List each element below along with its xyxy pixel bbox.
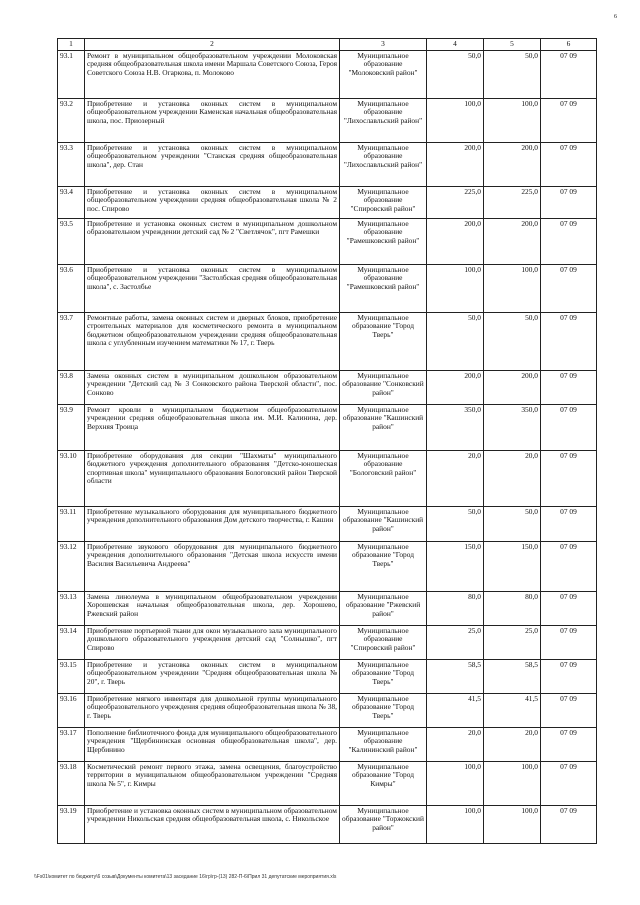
table-row [58,186,597,218]
row-organization: Муниципальное образование "Кашинский район" [340,404,427,450]
row-number: 93.12 [58,541,85,591]
row-organization: Муниципальное образование "Кашинский район" [340,506,427,541]
row-amount-col4: 200,0 [427,370,484,404]
row-amount-col4: 200,0 [427,142,484,186]
row-number: 93.13 [58,591,85,625]
row-amount-col5: 225,0 [484,186,541,218]
row-description: Приобретение оборудования для секции "Шахматы" муниципального бюджетного учреждения дополнительного образования "Детско-юношеская спортивная школа" муниципального образования Бологовский район Тверской области [85,450,340,506]
row-amount-col5: 200,0 [484,142,541,186]
row-budget-code: 07 09 [541,591,597,625]
row-organization: Муниципальное образование "Сонковский район" [340,370,427,404]
table-row [58,50,597,98]
row-amount-col5: 350,0 [484,404,541,450]
allocations-table [57,38,597,844]
col-header: 5 [484,39,541,51]
row-amount-col4: 100,0 [427,98,484,142]
table-row [58,506,597,541]
table-row [58,727,597,761]
table-row [58,591,597,625]
row-budget-code: 07 09 [541,450,597,506]
row-description: Ремонт в муниципальном общеобразовательном учреждении Молоковская средняя общеобразовательная школа имени Маршала Советского Союза, Героя Советского Союза Н.В. Огаркова, п. Молоково [85,50,340,98]
row-amount-col5: 100,0 [484,264,541,312]
row-description: Ремонтные работы, замена оконных систем и дверных блоков, приобретение строительных материалов для косметического ремонта в муниципальном бюджетном общеобразовательном учреждении средняя общеобразовательная школа с углубленным изучением математики № 17, г. Тверь [85,312,340,370]
row-amount-col5: 80,0 [484,591,541,625]
table-row [58,218,597,264]
table-row [58,98,597,142]
row-budget-code: 07 09 [541,693,597,727]
row-amount-col5: 100,0 [484,761,541,805]
row-description: Пополнение библиотечного фонда для муниципального общеобразовательного учреждения "Щербининская основная общеобразовательная школа", дер. Щербинино [85,727,340,761]
row-number: 93.10 [58,450,85,506]
row-organization: Муниципальное образование "Город Тверь" [340,312,427,370]
page-number: 6 [614,14,617,20]
col-header: 1 [58,39,85,51]
file-path-footer: \\Fs01\комитет по бюджету\6 созыв\Документы комитета\13 заседание 16\гр\гр-(13) 282-П-6\Прил 31 депутатские мероприятия.xls [34,874,337,880]
row-organization: Муниципальное образование "Рамешковский район" [340,218,427,264]
row-amount-col4: 50,0 [427,50,484,98]
row-number: 93.17 [58,727,85,761]
row-budget-code: 07 09 [541,218,597,264]
row-budget-code: 07 09 [541,312,597,370]
row-amount-col5: 200,0 [484,218,541,264]
row-amount-col5: 41,5 [484,693,541,727]
col-header: 3 [340,39,427,51]
table-row [58,625,597,659]
row-budget-code: 07 09 [541,50,597,98]
row-amount-col5: 200,0 [484,370,541,404]
row-description: Замена оконных систем в муниципальном дошкольном образовательном учреждении "Детский сад № 3 Сонковского района Тверской области", пос. Сонково [85,370,340,404]
row-budget-code: 07 09 [541,404,597,450]
row-description: Приобретение и установка оконных систем в муниципальном дошкольном образовательном учреждении детский сад № 2 "Светлячок", пгт Рамешки [85,218,340,264]
row-description: Замена линолеума в муниципальном общеобразовательном учреждении Хорошевская начальная общеобразовательная школа, дер. Хорошево, Ржевский район [85,591,340,625]
row-amount-col4: 41,5 [427,693,484,727]
table-row [58,312,597,370]
table-row [58,370,597,404]
row-number: 93.15 [58,659,85,693]
row-number: 93.1 [58,50,85,98]
row-number: 93.6 [58,264,85,312]
row-number: 93.8 [58,370,85,404]
row-amount-col4: 25,0 [427,625,484,659]
row-description: Приобретение и установка оконных систем в муниципальном общеобразовательном учреждении Каменская начальная общеобразовательная школа, пос. Приозерный [85,98,340,142]
row-budget-code: 07 09 [541,142,597,186]
row-number: 93.18 [58,761,85,805]
row-organization: Муниципальное образование "Город Кимры" [340,761,427,805]
row-number: 93.2 [58,98,85,142]
row-organization: Муниципальное образование "Ржевский район" [340,591,427,625]
row-description: Приобретение и установка оконных систем в муниципальном образовательном учреждении Никольская средняя общеобразовательная школа, с. Никольское [85,805,340,843]
row-amount-col4: 100,0 [427,264,484,312]
row-budget-code: 07 09 [541,625,597,659]
table-row [58,693,597,727]
table-row [58,450,597,506]
row-organization: Муниципальное образование "Спировский район" [340,186,427,218]
row-amount-col4: 50,0 [427,312,484,370]
row-number: 93.4 [58,186,85,218]
row-organization: Муниципальное образование "Спировский район" [340,625,427,659]
row-amount-col4: 80,0 [427,591,484,625]
table-row [58,659,597,693]
row-organization: Муниципальное образование "Город Тверь" [340,659,427,693]
col-header: 6 [541,39,597,51]
row-number: 93.9 [58,404,85,450]
row-budget-code: 07 09 [541,805,597,843]
row-budget-code: 07 09 [541,506,597,541]
row-number: 93.11 [58,506,85,541]
header-row [58,39,597,51]
row-budget-code: 07 09 [541,761,597,805]
row-budget-code: 07 09 [541,186,597,218]
row-organization: Муниципальное образование "Лихославльский район" [340,142,427,186]
row-amount-col4: 100,0 [427,761,484,805]
row-number: 93.19 [58,805,85,843]
row-organization: Муниципальное образование "Рамешковский район" [340,264,427,312]
row-amount-col4: 350,0 [427,404,484,450]
row-description: Приобретение и установка оконных систем в муниципальном общеобразовательном учреждении "Станская средняя общеобразовательная школа", дер. Стан [85,142,340,186]
row-organization: Муниципальное образование "Город Тверь" [340,541,427,591]
row-organization: Муниципальное образование "Калининский район" [340,727,427,761]
row-number: 93.3 [58,142,85,186]
table-row [58,761,597,805]
row-amount-col5: 20,0 [484,727,541,761]
row-budget-code: 07 09 [541,541,597,591]
row-budget-code: 07 09 [541,370,597,404]
row-amount-col4: 100,0 [427,805,484,843]
row-amount-col5: 50,0 [484,312,541,370]
row-amount-col4: 150,0 [427,541,484,591]
row-budget-code: 07 09 [541,659,597,693]
row-budget-code: 07 09 [541,98,597,142]
row-description: Приобретение музыкального оборудования для муниципального бюджетного учреждения дополнительного образования Дом детского творчества, г. Кашин [85,506,340,541]
row-number: 93.14 [58,625,85,659]
row-description: Приобретение и установка оконных систем в муниципальном общеобразовательном учреждении "Застолбская средняя общеобразовательная школа", с. Застолбье [85,264,340,312]
row-organization: Муниципальное образование "Бологовский район" [340,450,427,506]
row-amount-col5: 150,0 [484,541,541,591]
col-header: 2 [85,39,340,51]
row-amount-col4: 20,0 [427,727,484,761]
row-budget-code: 07 09 [541,264,597,312]
table-row [58,264,597,312]
row-description: Приобретение и установка оконных систем в муниципальном общеобразовательном учреждении "Средняя общеобразовательная школа № 20", г. Тверь [85,659,340,693]
row-amount-col5: 58,5 [484,659,541,693]
row-amount-col4: 58,5 [427,659,484,693]
row-budget-code: 07 09 [541,727,597,761]
row-description: Приобретение мягкого инвентаря для дошкольной группы муниципального общеобразовательного учреждения средняя общеобразовательная школа № 38, г. Тверь [85,693,340,727]
row-organization: Муниципальное образование "Молоковский район" [340,50,427,98]
row-amount-col5: 100,0 [484,98,541,142]
row-amount-col4: 20,0 [427,450,484,506]
row-description: Ремонт кровли в муниципальном бюджетном общеобразовательном учреждении средняя общеобразовательная школа им. М.И. Калинина, дер. Верхняя Троица [85,404,340,450]
row-description: Приобретение портьерной ткани для окон музыкального зала муниципального дошкольного образовательного учреждения детский сад "Солнышко", пгт Спирово [85,625,340,659]
row-amount-col5: 100,0 [484,805,541,843]
row-amount-col5: 25,0 [484,625,541,659]
row-amount-col4: 200,0 [427,218,484,264]
table-row [58,541,597,591]
table-row [58,142,597,186]
col-header: 4 [427,39,484,51]
row-organization: Муниципальное образование "Город Тверь" [340,693,427,727]
table-row [58,805,597,843]
row-organization: Муниципальное образование "Торжокский район" [340,805,427,843]
row-description: Косметический ремонт первого этажа, замена освещения, благоустройство территории в муниципальном общеобразовательном учреждении "Средняя школа № 5", г. Кимры [85,761,340,805]
row-amount-col4: 225,0 [427,186,484,218]
row-amount-col4: 50,0 [427,506,484,541]
row-organization: Муниципальное образование "Лихославльский район" [340,98,427,142]
row-amount-col5: 50,0 [484,50,541,98]
row-number: 93.16 [58,693,85,727]
row-description: Приобретение звукового оборудования для муниципального бюджетного учреждения дополнительного образования "Детская школа искусств имени Василия Васильевича Андреева" [85,541,340,591]
row-amount-col5: 50,0 [484,506,541,541]
row-number: 93.5 [58,218,85,264]
row-amount-col5: 20,0 [484,450,541,506]
row-description: Приобретение и установка оконных систем в муниципальном общеобразовательном учреждении средняя общеобразовательная школа № 2 пос. Спирово [85,186,340,218]
table-row [58,404,597,450]
row-number: 93.7 [58,312,85,370]
